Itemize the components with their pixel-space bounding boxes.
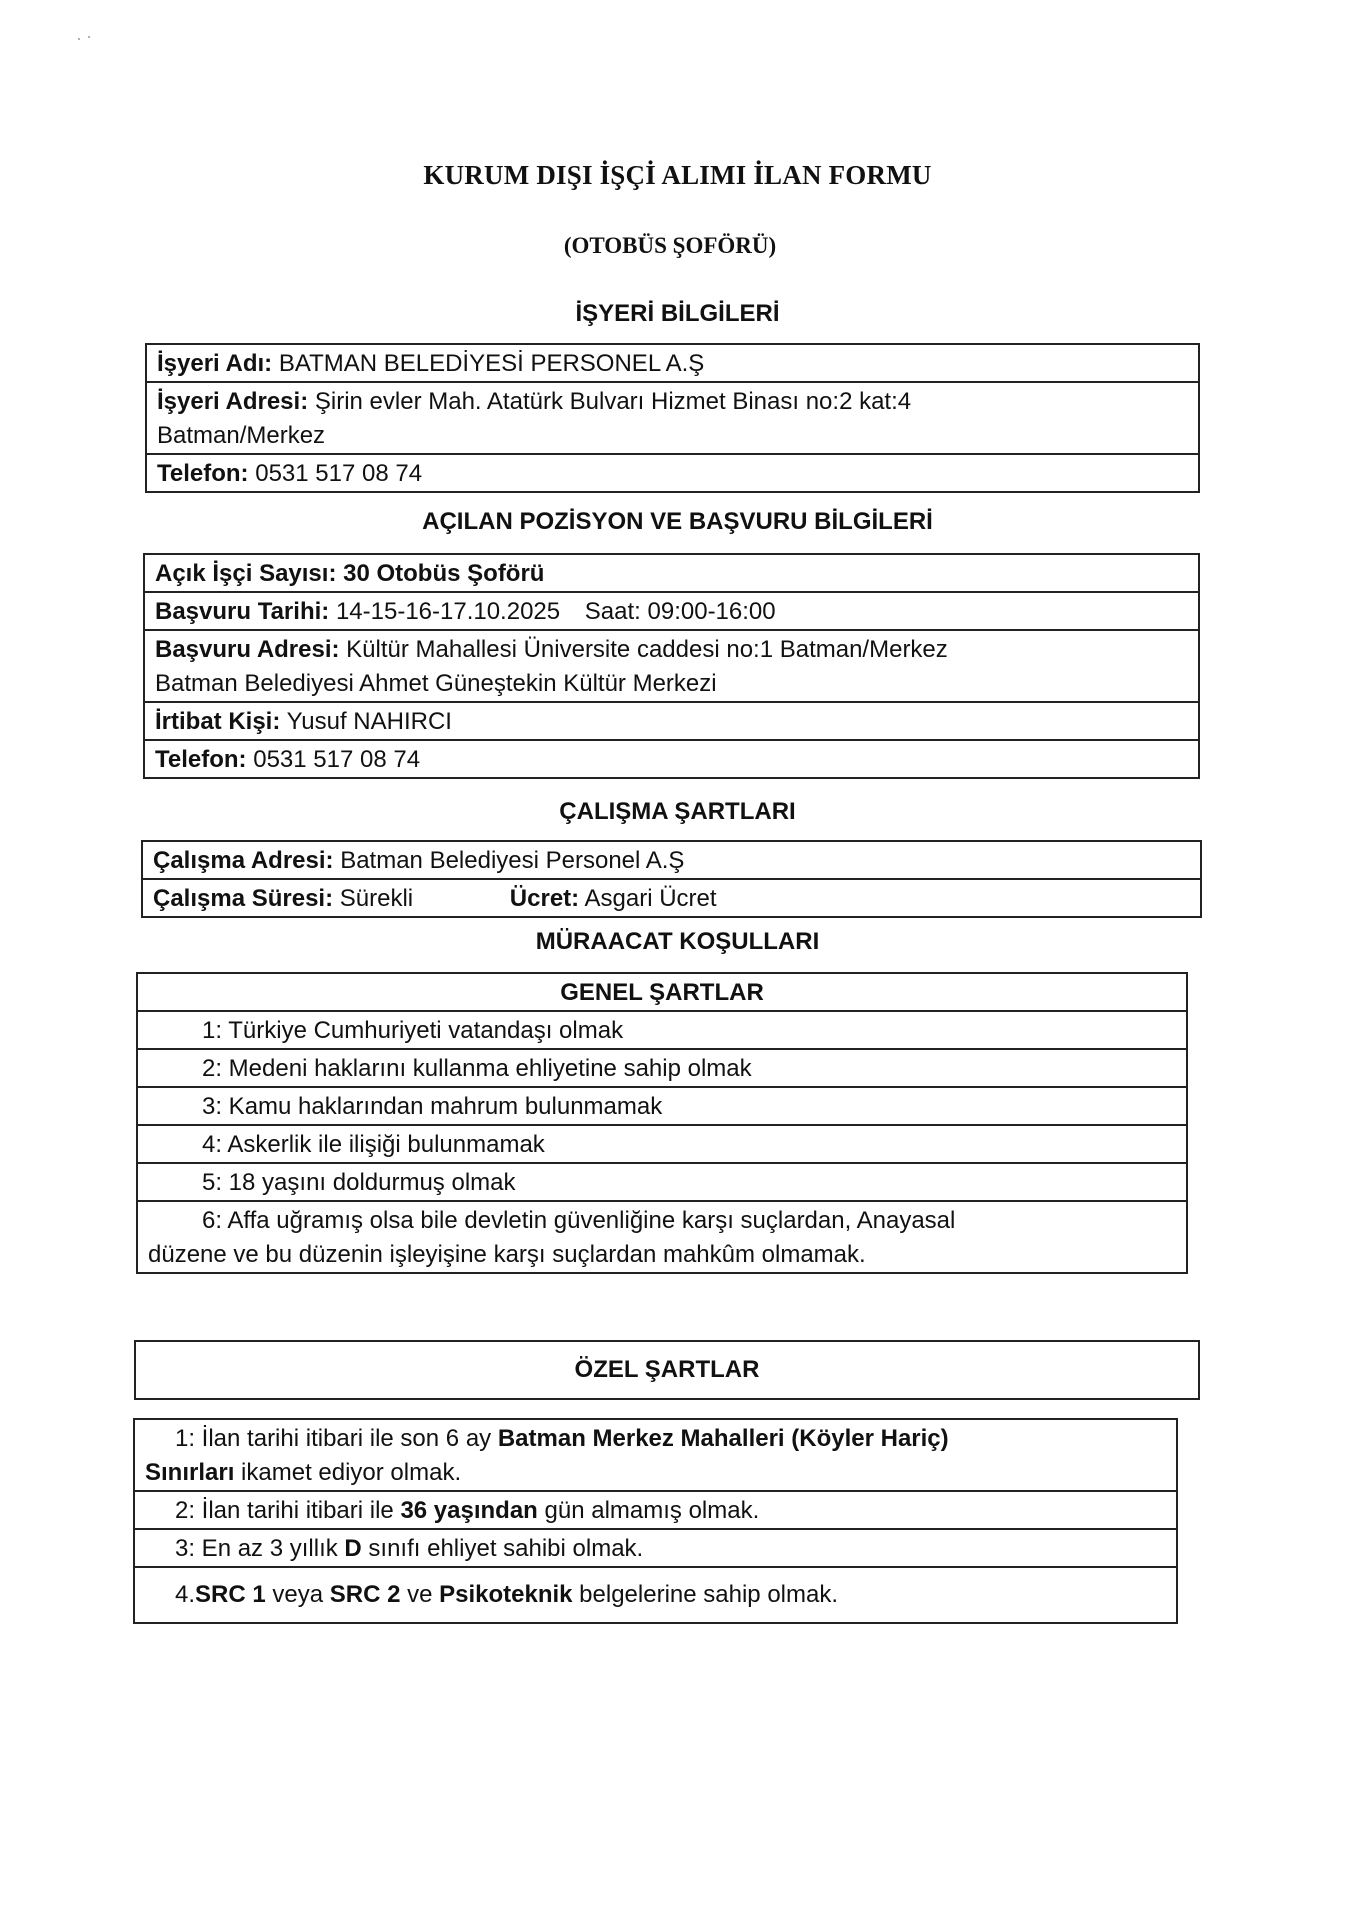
section-heading-pozisyon: AÇILAN POZİSYON VE BAŞVURU BİLGİLERİ	[422, 508, 933, 535]
ozel-item-bold: 36 yaşından	[400, 1497, 538, 1524]
ozel-item-4	[135, 1568, 1176, 1622]
genel-item: 1: Türkiye Cumhuriyeti vatandaşı olmak	[138, 1012, 1186, 1050]
scan-speck	[78, 38, 80, 40]
calisma-wage-value: Asgari Ücret	[584, 885, 717, 912]
pozisyon-date-row	[145, 593, 1198, 631]
ozel-item-text: ve	[400, 1581, 440, 1608]
isyeri-phone-value: 0531 517 08 74	[255, 460, 423, 487]
calisma-duration-value: Sürekli	[339, 885, 414, 912]
isyeri-table	[145, 343, 1200, 493]
calisma-duration-row	[143, 880, 1200, 916]
pozisyon-count-value: 30 Otobüs Şoförü	[343, 560, 545, 587]
pozisyon-table	[143, 553, 1200, 779]
pozisyon-phone-row	[145, 741, 1198, 777]
genel-item: 3: Kamu haklarından mahrum bulunmamak	[138, 1088, 1186, 1126]
ozel-sartlar-table	[133, 1418, 1178, 1624]
genel-item: 6: Affa uğramış olsa bile devletin güvenliğine karşı suçlardan, Anayasal	[202, 1207, 956, 1234]
ozel-item-bold: Batman Merkez Mahalleri (Köyler Hariç)	[497, 1425, 949, 1452]
ozel-item-2	[135, 1492, 1176, 1530]
isyeri-address-value: Şirin evler Mah. Atatürk Bulvarı Hizmet Binası no:2 kat:4	[314, 388, 912, 415]
isyeri-name-label: İşyeri Adı:	[157, 350, 273, 377]
ozel-sartlar-heading-box	[134, 1340, 1200, 1400]
pozisyon-address-value-line2: Batman Belediyesi Ahmet Güneştekin Kültür Merkezi	[155, 670, 717, 697]
pozisyon-contact-value: Yusuf NAHIRCI	[286, 708, 452, 735]
pozisyon-count-row	[145, 555, 1198, 593]
isyeri-phone-label: Telefon:	[157, 460, 249, 487]
pozisyon-count-label: Açık İşçi Sayısı:	[155, 560, 337, 587]
isyeri-name-value: BATMAN BELEDİYESİ PERSONEL A.Ş	[278, 350, 705, 377]
ozel-item-3	[135, 1530, 1176, 1568]
form-subtitle: (OTOBÜS ŞOFÖRÜ)	[563, 233, 777, 258]
ozel-item-text: gün almamış olmak.	[537, 1497, 760, 1524]
pozisyon-phone-label: Telefon:	[155, 746, 247, 773]
section-heading-muracaat: MÜRAACAT KOŞULLARI	[535, 928, 820, 955]
pozisyon-time-value: Saat: 09:00-16:00	[584, 598, 776, 625]
ozel-item-bold: SRC 1	[195, 1581, 266, 1608]
ozel-item-text: 2: İlan tarihi itibari ile	[175, 1497, 401, 1524]
section-heading-calisma: ÇALIŞMA ŞARTLARI	[559, 798, 796, 825]
genel-sartlar-heading: GENEL ŞARTLAR	[138, 974, 1186, 1012]
ozel-item-bold: SRC 2	[329, 1581, 401, 1608]
ozel-item-bold: D	[344, 1535, 362, 1562]
ozel-item-text: belgelerine sahip olmak.	[572, 1581, 839, 1608]
pozisyon-address-label: Başvuru Adresi:	[155, 636, 340, 663]
pozisyon-contact-label: İrtibat Kişi:	[155, 708, 281, 735]
ozel-item-bold: Sınırları	[145, 1459, 235, 1486]
calisma-address-label: Çalışma Adresi:	[153, 847, 334, 874]
pozisyon-date-label: Başvuru Tarihi:	[155, 598, 330, 625]
pozisyon-date-value: 14-15-16-17.10.2025	[335, 598, 561, 625]
ozel-item-text: 3: En az 3 yıllık	[175, 1535, 345, 1562]
isyeri-phone-row	[147, 455, 1198, 491]
ozel-item-bold: Psikoteknik	[439, 1581, 573, 1608]
isyeri-address-row	[147, 383, 1198, 455]
section-heading-isyeri: İŞYERİ BİLGİLERİ	[575, 300, 780, 327]
calisma-address-value: Batman Belediyesi Personel A.Ş	[340, 847, 685, 874]
pozisyon-address-row	[145, 631, 1198, 703]
ozel-item-text: sınıfı ehliyet sahibi olmak.	[361, 1535, 644, 1562]
calisma-duration-label: Çalışma Süresi:	[153, 885, 334, 912]
ozel-sartlar-heading: ÖZEL ŞARTLAR	[574, 1356, 760, 1383]
calisma-address-row	[143, 842, 1200, 880]
genel-item-6	[138, 1202, 1186, 1272]
scan-speck	[88, 36, 90, 38]
genel-item: 4: Askerlik ile ilişiği bulunmamak	[138, 1126, 1186, 1164]
calisma-table	[141, 840, 1202, 918]
ozel-item-text: 4.	[175, 1581, 196, 1608]
calisma-wage-label: Ücret:	[509, 885, 580, 912]
genel-sartlar-table	[136, 972, 1188, 1274]
pozisyon-phone-value: 0531 517 08 74	[253, 746, 421, 773]
genel-item: 5: 18 yaşını doldurmuş olmak	[138, 1164, 1186, 1202]
pozisyon-address-value: Kültür Mahallesi Üniversite caddesi no:1 Batman/Merkez	[346, 636, 948, 663]
isyeri-name-row	[147, 345, 1198, 383]
genel-item: 2: Medeni haklarını kullanma ehliyetine sahip olmak	[138, 1050, 1186, 1088]
ozel-item-text: veya	[265, 1581, 330, 1608]
isyeri-address-label: İşyeri Adresi:	[157, 388, 309, 415]
isyeri-address-value-line2: Batman/Merkez	[157, 422, 326, 449]
ozel-item-text: ikamet ediyor olmak.	[234, 1459, 462, 1486]
ozel-item-text: 1: İlan tarihi itibari ile son 6 ay	[175, 1425, 498, 1452]
genel-item-continued: düzene ve bu düzenin işleyişine karşı suçlardan mahkûm olmamak.	[148, 1241, 866, 1268]
ozel-item-1	[135, 1420, 1176, 1492]
form-title: KURUM DIŞI İŞÇİ ALIMI İLAN FORMU	[423, 160, 932, 190]
pozisyon-contact-row	[145, 703, 1198, 741]
